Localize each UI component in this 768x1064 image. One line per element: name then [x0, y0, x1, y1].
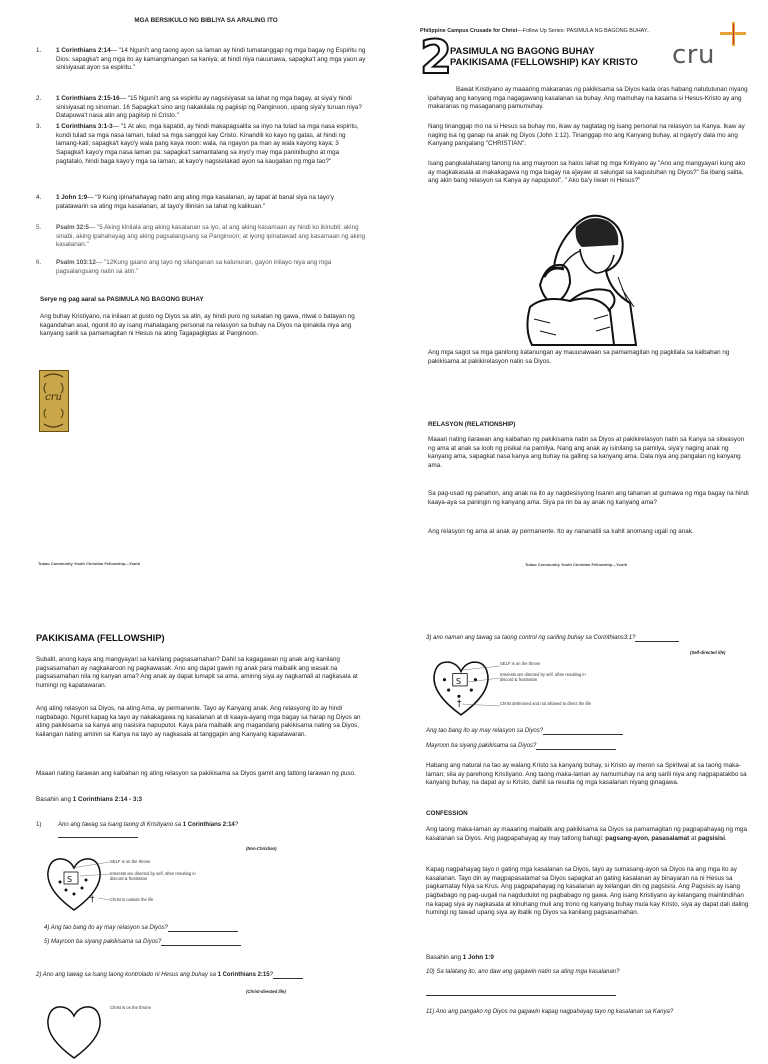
cru-logo [672, 22, 758, 72]
question-4-text: 4) Ang tao bang ito ay may relasyon sa Diyos? [44, 925, 168, 931]
verses-heading: MGA BERSIKULO NG BIBLIYA SA ARALING ITO [134, 17, 278, 24]
series-heading: Serye ng pag aaral sa PASIMULA NG BAGONG BUHAY [40, 296, 204, 303]
verse-number: 6. [36, 259, 42, 266]
relationship-para3: Ang relasyon ng ama at anak ay permanente. Ito ay nananatili sa kahit anomang ugali ng anak. [428, 528, 694, 535]
question-10: 10) Sa talatang ito, ano daw ang gagawin natin sa ating mga kasalanan? [426, 969, 620, 975]
cru-ornate-logo [39, 370, 69, 432]
confession-para2: Kapag nagpahayag tayo n gating mga kasalanan sa Diyos, tayo ay sumasang-ayon sa Diyos na ang mga ito ay kasalanan. Tayo din ay magpapasalamat sa Diyos sapagkat an gating kasalanan ay binayaran na ni Hesus sa pagkamatay Niya sa Krus. Ang pagpapahayag ng kasalanan ay kelangan din ng pagsisisi. Ang Pagsisis ay isang pagbabago ng pag-uugali na nagdudulot ng pagbabago ng gawa. Ang isang Kristiyano ay kelangang maintindihan na kapag siya ay nagkasala at kinuhang muli ang trono ng kanyang buhay mula kay Kristo, siya ay dapat dali daling humingi ng tawad upang siya ay ibalik ng Diyos sa kanilang pagsasamahan. [426, 866, 749, 917]
question-4 [44, 924, 238, 932]
heart-icon [44, 1004, 104, 1060]
verse-number: 3. [36, 123, 42, 130]
svg-text:S: S [67, 875, 73, 884]
question-2-ref: 1 Corinthians 2:15 [217, 972, 270, 978]
verse-number: 4. [36, 194, 42, 201]
answer-blank-3[interactable] [635, 636, 679, 642]
verse-text: — "12Kung gaano ang layo ng silanganan sa kalunuran, gayon inilayo niya ang mga pagsalangsang natin sa atin." [56, 259, 332, 275]
question-7 [426, 742, 616, 750]
bottom-right-column [420, 576, 760, 1024]
question-2 [36, 971, 372, 979]
cru-wordmark: cru [672, 40, 715, 70]
relationship-para2: Sa pag-usad ng panahon, ang anak na ito ay nagdesisyong lisanin ang tahanan at gumawa ng mga bagay na hindi kaaya-aya sa paningin ng kanyang ama. Siya pa rin ba ay anak ng kanyang ama? [428, 490, 749, 506]
question-3-text: 3) ano naman ang tawag sa taong control ng sariling buhay sa Corinthians3:1? [426, 635, 636, 641]
embrace-illustration-icon [510, 207, 650, 345]
basahin-prefix: Basahin ang [36, 796, 73, 803]
christ-directed-tag: (Christ-directed life) [246, 989, 286, 994]
answer-blank-2[interactable] [273, 973, 303, 979]
verse-text: — "15 Nguni't ang sa espiritu ay nagsisiyasat sa lahat ng mga bagay, at siya'y hindi sinisiyasat ng sinoman. 16 Sapagka't sino ang nakakilala ng pagiisip ng Panginoon, upang siya'y turuan niya? Datapuwa't nasa atin ang pagiisip ni Cristo." [56, 95, 362, 120]
svg-text:S: S [455, 675, 462, 686]
intro-para4: Ang mga sagot sa mga ganitong katanungan ay mauunawaan sa pamamagitan ng pagkilala sa kaibahan ng pakikisama at pakikirelasyon natin sa Diyos. [428, 349, 730, 365]
answer-blank-7[interactable] [536, 744, 616, 750]
svg-text:†: † [90, 895, 95, 905]
fellowship-para1: Subalit, anong kaya ang mangyayari sa kanilang pagsasamahan? Dahil sa kagagawan ng anak ang kanilang pagsasamahan ay nagkakaroon ng pagkawasak. Ano ang dapat gawin ng anak para maibalik ang wasak na pagsasamahan nila ng kanyan ama? Ang anak ay dapat lumapit sa ama, aminng siya ay nagkamali at nagkasala at humingi ng kapatawaran. [36, 656, 358, 690]
non-christian-tag: (Non-Christian) [246, 846, 277, 851]
verse-number: 5. [36, 224, 42, 231]
father-son-illustration [510, 207, 650, 345]
verse-item [36, 224, 368, 250]
cru-logo-text: cru [45, 392, 62, 403]
verse-ref: 1 Corinthians 2:14 [56, 47, 111, 54]
heart2-note: Christ is on the throne [110, 1005, 151, 1010]
answer-blank-5[interactable] [161, 940, 241, 946]
bottom-spread [0, 576, 768, 1024]
carnal-para: Habang ang natural na tao ay walang Kristo sa kanyang buhay, si Kristo ay meron sa Spiritwal at sa taong maka-laman; sila ay parehong Kristiyano. Ang taong maka-laman ay namumuhay na ang sarili niya ang nagpapatakbo sa kanyang buhay, na dapat ay si Kristo, dahil sa resulta ng mga kasalanan niyang ginagawa. [426, 762, 747, 787]
heart3-note-3: Christ dethroned and not allowed to direct the life [500, 701, 592, 706]
verse-ref: Psalm 32:5 [56, 224, 89, 231]
basahin-line [36, 796, 142, 805]
intro-para3: Isang pangkalahatang tanong na ang mayroon sa halos lahat ng mga Kritiyano ay "Ano ang mangyayari kung ako ay magkakasala at makakagawa ng mga bagay na a]ayaw at salungat sa kagustuhan ng Diyos?" Sa ibang salita, ang akin bang relasyon sa Kanya ay napuputol", " Ako ba'y iiwan ni Hesus?" [428, 160, 746, 185]
question-11: 11) Ano ang pangako ng Diyos na gagawin kapag nagpahayag tayo ng kasalanan sa Kanya? [426, 1009, 674, 1015]
self-directed-tag: (Self-directed life) [690, 650, 726, 655]
fellowship-heading: PAKIKISAMA (FELLOWSHIP) [36, 632, 165, 643]
relationship-heading: RELASYON (RELATIONSHIP) [428, 421, 516, 428]
basahin-prefix-2: Basahin ang [426, 954, 463, 961]
lesson-title-line2: PAKIKISAMA (FELLOWSHIP) KAY KRISTO [450, 56, 638, 68]
confession-para1 [426, 826, 752, 843]
question-2-text: 2) Ano ang tawag sa isang taong kontrolado ni Hesus ang buhay sa [36, 972, 218, 978]
intro-para1: Bawat Kristiyano ay maaaring makaranas ng pakikisama sa Diyos kada oras habang natututunan niyang ipahayag ang kanyang mga nagagawang kasalanan sa buhay. Ang mamuhay na kasama si Hesus-Kristo ay ang makaranas ng masaganang pamumuhay. [428, 86, 748, 111]
question-3 [426, 634, 756, 642]
verse-number: 2. [36, 95, 42, 102]
verse-block-6 [36, 259, 368, 276]
question-5 [44, 938, 241, 946]
verse-number: 1. [36, 47, 42, 54]
verse-ref: 1 Corinthians 3:1-3 [56, 123, 113, 130]
verse-item [36, 194, 368, 211]
basahin-ref: 1 Corinthians 2:14 - 3:3 [72, 796, 143, 803]
basahin-ref-2: 1 John 1:9 [462, 954, 494, 961]
intro-para2: Nang tinanggap mo na si Hesus sa buhay mo, ikaw ay nagtatag ng isang personal na relasyon sa Kanya. Ikaw ay naging isa ng ganap na anak ng Diyos (John 1:12). Tinanggap mo ang Kanyang buhay, at ngayo'y dala mo ang Kanyang pangalang "CHRISTIAN". [428, 123, 745, 148]
answer-blank-6[interactable] [543, 729, 623, 735]
verse-ref: 1 Corinthians 2:15-16 [56, 95, 120, 102]
question-2-end: ? [269, 972, 273, 978]
verse-item [36, 259, 368, 276]
heart3-note-2: Interests are directed by self, often resulting in discord & frustration [500, 672, 586, 682]
confession-parts-1: pagsang-ayon, pasasalamat [605, 834, 690, 842]
heart1-note-1: SELF is on the throne [110, 859, 151, 864]
basahin-line-2 [426, 954, 494, 963]
verse-item [36, 123, 368, 166]
lesson-number: 2 [420, 30, 453, 84]
verse-block-4 [36, 194, 368, 211]
svg-text:†: † [456, 698, 462, 710]
answer-blank-1[interactable] [58, 832, 138, 838]
top-right-column [420, 0, 760, 512]
bottom-left-column [36, 576, 376, 1024]
answer-blank-4[interactable] [168, 926, 238, 932]
confession-heading: CONFESSION [426, 810, 468, 817]
verse-text: — "5 Aking kinilala ang aking kasalanan sa iyo, at ang aking kasamaan ay hindi ko ikinubli: aking sinabi, aking ipahahayag ang aking pagsalangsang sa Panginoon; at iyong ipinatawad ang kasamaan ng aking kasalanan." [56, 224, 366, 249]
lesson-title-line1: PASIMULA NG BAGONG BUHAY [450, 45, 595, 56]
heart1-pointer-lines [66, 860, 112, 902]
question-7-text: Mayroon ba siyang pakikisama sa Diyos? [426, 743, 537, 749]
question-5-text: 5) Mayroon ba siyang pakikisama sa Diyos? [44, 939, 162, 945]
question-1-end: ? [234, 822, 239, 828]
lesson-title [450, 45, 638, 68]
confession-parts-end: . [724, 834, 727, 842]
question-1-text: Ano ang tawag sa isang taong di Kristiyano sa [58, 822, 183, 828]
top-left-footer: Tubao Community Youth Christian Fellowship—Youth [38, 561, 141, 566]
verse-block-3 [36, 123, 368, 166]
verse-ref: Psalm 103:12 [56, 259, 96, 266]
series-header-org: Philippine Campus Crusade for Christ [420, 28, 518, 34]
heart3-pointer-lines [455, 664, 502, 710]
verse-text: — "14 Nguni't ang taong ayon sa laman ay hindi tumatanggap ng mga bagay ng Espiritu ng Dios: sapagka't ang mga ito ay kamangmangan sa kaniya; at hindi niya nauunawa, sapagka't ang mga yaon ay sinisiyasat ayon sa espiritu." [56, 47, 366, 72]
question-1-number: 1) [36, 822, 42, 828]
verse-list [36, 47, 368, 73]
series-header-title: —Follow Up Series: PASIMULA NG BAGONG BUHAY.. [517, 28, 650, 34]
series-text: Ang buhay Kristiyano, na inilaan at gusto ng Diyos sa atin, ay hindi puro ng sukatan ng gawa, ritwal o batayan ng kagandahan asal, ngunit ito ay isang mahalagang personal na relasyon sa buhay na Diyos na ipinakila niya ang kanyang sarili sa pamamagitan ni Hesus na ating Tagapagligtas at Panginoon. [40, 313, 355, 338]
heart-diagram-2 [44, 1004, 104, 1024]
confession-para1-text: Ang taong maka-laman ay maaaring maibalik ang pakikisama sa Diyos sa pamamagitan ng pagpapahayag ng mga kasalanan sa Diyos. Ang pagpapahayag ay may tatlong bahagi: [426, 826, 747, 842]
fellowship-para2: Ang ating relasyon sa Diyos, na ating Ama, ay permanente. Tayo ay Kanyang anak. Ang relasyong ito ay hindi nagbabago. Ngunit kapag ka tayo ay nakakagawa ng kasalanan at di kaaya-ayang mga bagay sa harap ng Diyos an ating pakikisama sa kanya ang nasisira napuputol. Kaya para maibalik ang magandang pakikisama nating sa Diyos, kailangan nating aminin sa Kanya na tayo ay nagkasala at tanggapin ang Kanyang kapatawaran. [36, 705, 361, 739]
verse-item [36, 95, 368, 121]
fellowship-para3: Maaari nating ilarawan ang kaibahan ng ating relasyon sa pakikisama sa Diyos gamit ang tatlong larawan ng puso. [36, 770, 356, 777]
answer-blank-10[interactable] [426, 990, 616, 996]
verse-item [36, 47, 368, 73]
verse-block-2 [36, 95, 368, 121]
question-6-text: Ang tao bang ito ay may relasyon sa Diyos? [426, 728, 544, 734]
question-1-ref: 1 Corinthians 2:14 [182, 822, 235, 828]
confession-parts-and: at [689, 834, 699, 842]
heart3-note-1: SELF is on the throne [500, 661, 541, 666]
verse-text: — "1 At ako, mga kapatid, ay hindi makapagsalita sa inyo na tulad sa mga nasa espiritu, kundi tulad sa mga nasa laman, tulad sa mga sanggol kay Cristo. Kinandili ko kayo ng gatas, at hindi ng lamang-kati; sapagka't kayo'y wala pang kaya noon: wala, na ngayon pa man ay wala kayong kaya; 3 Sapagka't kayo'y mga nasa laman pa: sapagka't samantalang sa inyo'y may mga paninibugho at mga pagtatalo, hindi baga kayo'y mga sa laman, at kayo'y nagsisilakad ayon sa kaugalian ng mga tao?" [56, 123, 359, 165]
top-right-footer: Tubao Community Youth Christian Fellowship—Youth [525, 562, 628, 567]
question-6 [426, 727, 623, 735]
question-1 [36, 821, 368, 829]
top-left-column [36, 0, 376, 512]
relationship-para1: Maaari nating ilarawan ang kaibahan ng pakikisama natin sa Diyos at pakikirelasyon natin sa Kanya sa sitwasyon ng ama at anak sa loob ng pisikal na pamilya. Nang ang anak ay isinilang sa pamilya, siya'y naging anak ng kanyang ama, sapagkat nasa kanya ang buhay na galling sa kanyang ama. Dala niya ang pangalan ng kanyang ama. [428, 436, 745, 470]
confession-parts-2: pagsisisi [698, 834, 725, 842]
verse-text: — "9 Kung ipinahahayag natin ang ating mga kasalanan, ay tapat at banal siya na tayo'y patatawarin sa ating mga kasalanan, at tayo'y lilinisin sa lahat ng kalikuan." [56, 194, 334, 210]
verse-block-5 [36, 224, 368, 250]
heart1-note-2: Interests are directed by self, often resulting in discord & frustration [110, 871, 196, 881]
verse-ref: 1 John 1:9 [56, 194, 88, 201]
heart1-note-3: Christ is outside the life [110, 897, 154, 902]
